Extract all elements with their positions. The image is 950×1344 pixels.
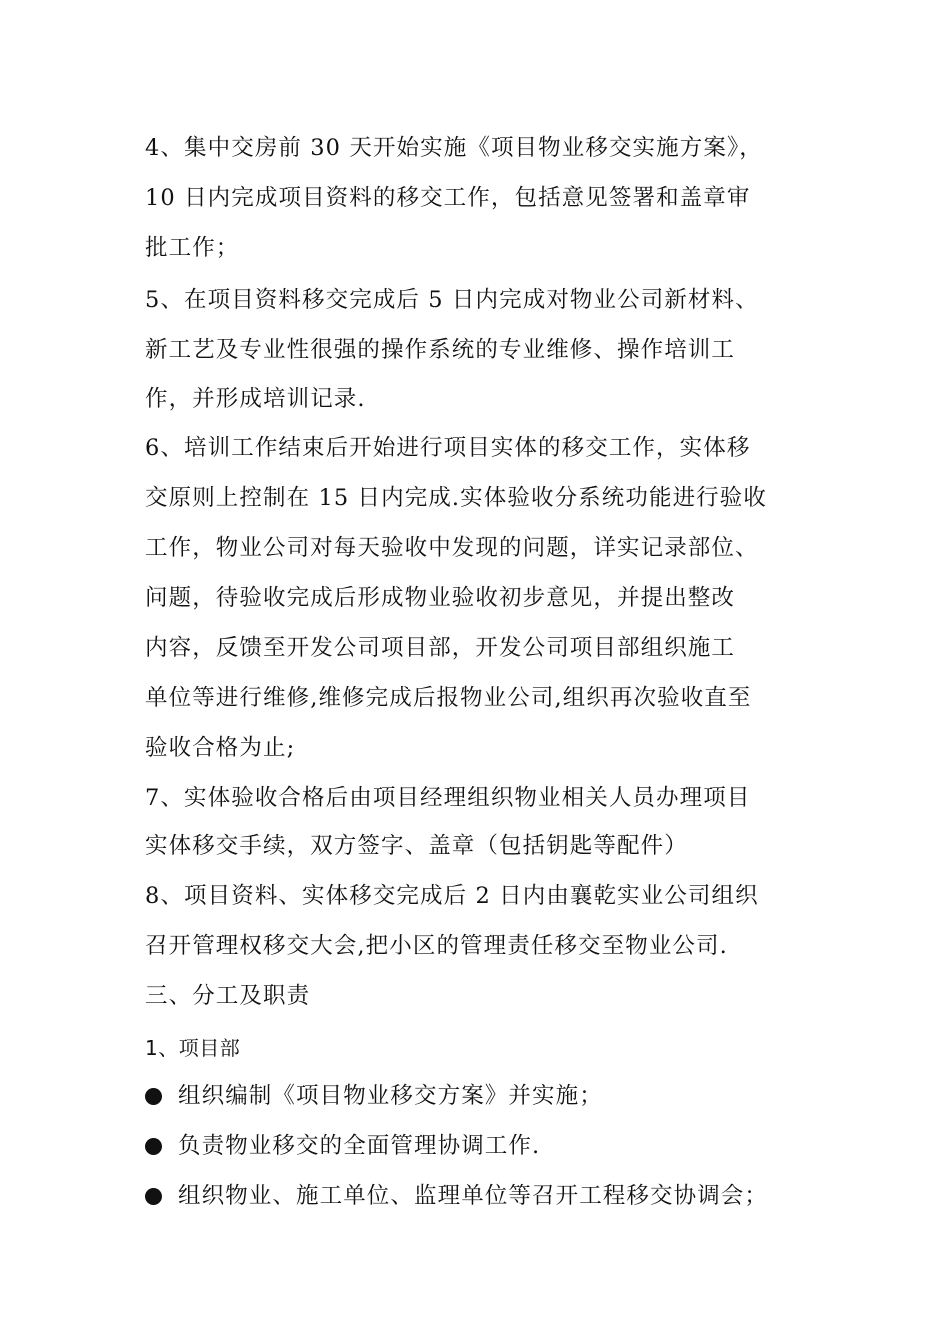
- paragraph-line: 5、在项目资料移交完成后 5 日内完成对物业公司新材料、: [145, 287, 759, 313]
- paragraph-line: 新工艺及专业性很强的操作系统的专业维修、操作培训工: [145, 337, 736, 363]
- subsection-heading: 1、项目部: [145, 1036, 241, 1060]
- bullet-item: [145, 1079, 825, 1113]
- section-heading: 三、分工及职责: [145, 983, 311, 1009]
- bullet-dot-icon: [145, 1088, 162, 1105]
- paragraph-line: 验收合格为止;: [145, 735, 296, 761]
- paragraph-line: 问题，待验收完成后形成物业验收初步意见，并提出整改: [145, 585, 736, 611]
- bullet-text: 组织物业、施工单位、监理单位等召开工程移交协调会；: [178, 1183, 769, 1209]
- paragraph-line: 批工作；: [145, 235, 240, 261]
- bullet-text: 组织编制《项目物业移交方案》并实施；: [178, 1083, 603, 1109]
- paragraph-line: 交原则上控制在 15 日内完成.实体验收分系统功能进行验收: [145, 485, 767, 511]
- paragraph-line: 7、实体验收合格后由项目经理组织物业相关人员办理项目: [145, 785, 751, 811]
- bullet-item: [145, 1129, 825, 1163]
- paragraph-line: 8、项目资料、实体移交完成后 2 日内由襄乾实业公司组织: [145, 883, 759, 909]
- paragraph-line: 工作，物业公司对每天验收中发现的问题，详实记录部位、: [145, 535, 759, 561]
- bullet-dot-icon: [145, 1138, 162, 1155]
- paragraph-line: 4、集中交房前 30 天开始实施《项目物业移交实施方案》，: [145, 135, 763, 161]
- paragraph-line: 内容，反馈至开发公司项目部，开发公司项目部组织施工: [145, 635, 736, 661]
- bullet-text: 负责物业移交的全面管理协调工作.: [178, 1133, 541, 1159]
- paragraph-line: 实体移交手续，双方签字、盖章（包括钥匙等配件）: [145, 833, 688, 859]
- paragraph-line: 召开管理权移交大会,把小区的管理责任移交至物业公司.: [145, 933, 728, 959]
- paragraph-line: 6、培训工作结束后开始进行项目实体的移交工作，实体移: [145, 435, 751, 461]
- bullet-item: [145, 1179, 825, 1213]
- paragraph-line: 10 日内完成项目资料的移交工作，包括意见签署和盖章审: [145, 185, 751, 211]
- paragraph-line: 作，并形成培训记录.: [145, 386, 366, 412]
- bullet-dot-icon: [145, 1188, 162, 1205]
- paragraph-line: 单位等进行维修,维修完成后报物业公司,组织再次验收直至: [145, 685, 752, 711]
